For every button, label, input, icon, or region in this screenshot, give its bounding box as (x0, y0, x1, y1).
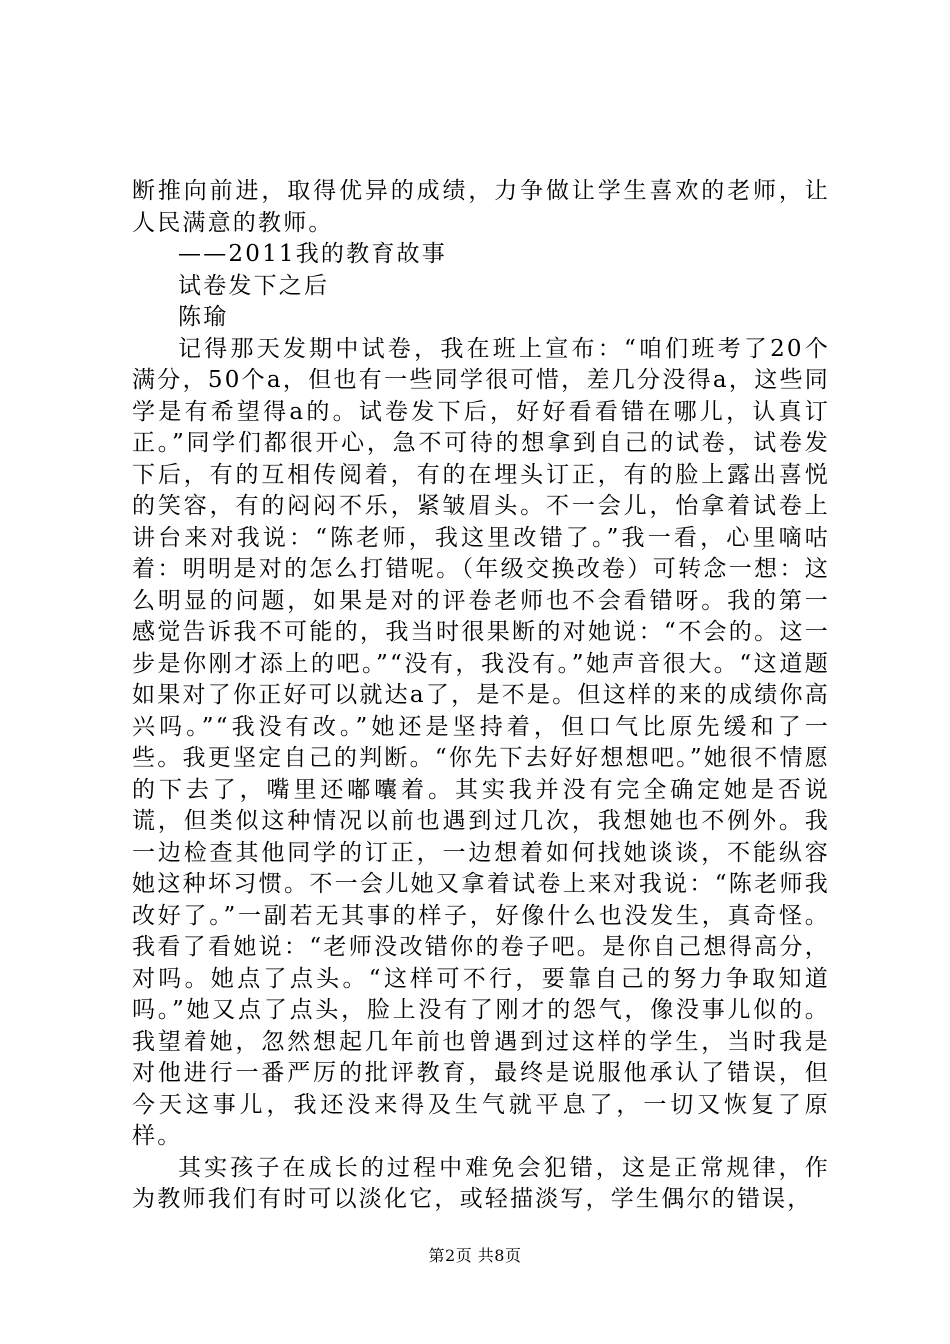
paragraph-story-body: 记得那天发期中试卷，我在班上宣布：“咱们班考了20个满分，50个a，但也有一些同学很可惜，差几分没得a，这些同学是有希望得a的。试卷发下后，好好看看错在哪儿，认真订正。”同学们都很开心，急不可待的想拿到自己的试卷，试卷发下后，有的互相传阅着，有的在埋头订正，有的脸上露出喜悦的笑容，有的闷闷不乐，紧皱眉头。不一会儿，怡拿着试卷上讲台来对我说：“陈老师，我这里改错了。”我一看，心里嘀咕着：明明是对的怎么打错呢。（年级交换改卷）可转念一想：这么明显的问题，如果是对的评卷老师也不会看错呀。我的第一感觉告诉我不可能的，我当时很果断的对她说：“不会的。这一步是你刚才添上的吧。”“没有，我没有。”她声音很大。“这道题如果对了你正好可以就达a了，是不是。但这样的来的成绩你高兴吗。”“我没有改。”她还是坚持着，但口气比原先缓和了一些。我更坚定自己的判断。“你先下去好好想想吧。”她很不情愿的下去了，嘴里还嘟囔着。其实我并没有完全确定她是否说谎，但类似这种情况以前也遇到过几次，我想她也不例外。我一边检查其他同学的订正，一边想着如何找她谈谈，不能纵容她这种坏习惯。不一会儿她又拿着试卷上来对我说：“陈老师我改好了。”一副若无其事的样子，好像什么也没发生，真奇怪。我看了看她说：“老师没改错你的卷子吧。是你自己想得高分，对吗。她点了点头。“这样可不行，要靠自己的努力争取知道吗。”她又点了点头，脸上没有了刚才的怨气，像没事儿似的。我望着她，忽然想起几年前也曾遇到过这样的学生，当时我是对他进行一番严厉的批评教育，最终是说服他承认了错误，但今天这事儿，我还没来得及生气就平息了，一切又恢复了原样。 (132, 335, 830, 1149)
story-title: 试卷发下之后 (178, 272, 330, 299)
story-author: 陈瑜 (178, 304, 229, 330)
story-series-heading: ——2011我的教育故事 (178, 241, 447, 267)
document-body (132, 176, 830, 1216)
paragraph-closing-line: 断推向前进，取得优异的成绩，力争做让学生喜欢的老师，让人民满意的教师。 (132, 178, 830, 236)
page-number-footer: 第2页 共8页 (428, 1246, 522, 1265)
paragraph-reflection: 其实孩子在成长的过程中难免会犯错，这是正常规律，作为教师我们有时可以淡化它，或轻描淡写，学生偶尔的错误， (132, 1154, 830, 1212)
